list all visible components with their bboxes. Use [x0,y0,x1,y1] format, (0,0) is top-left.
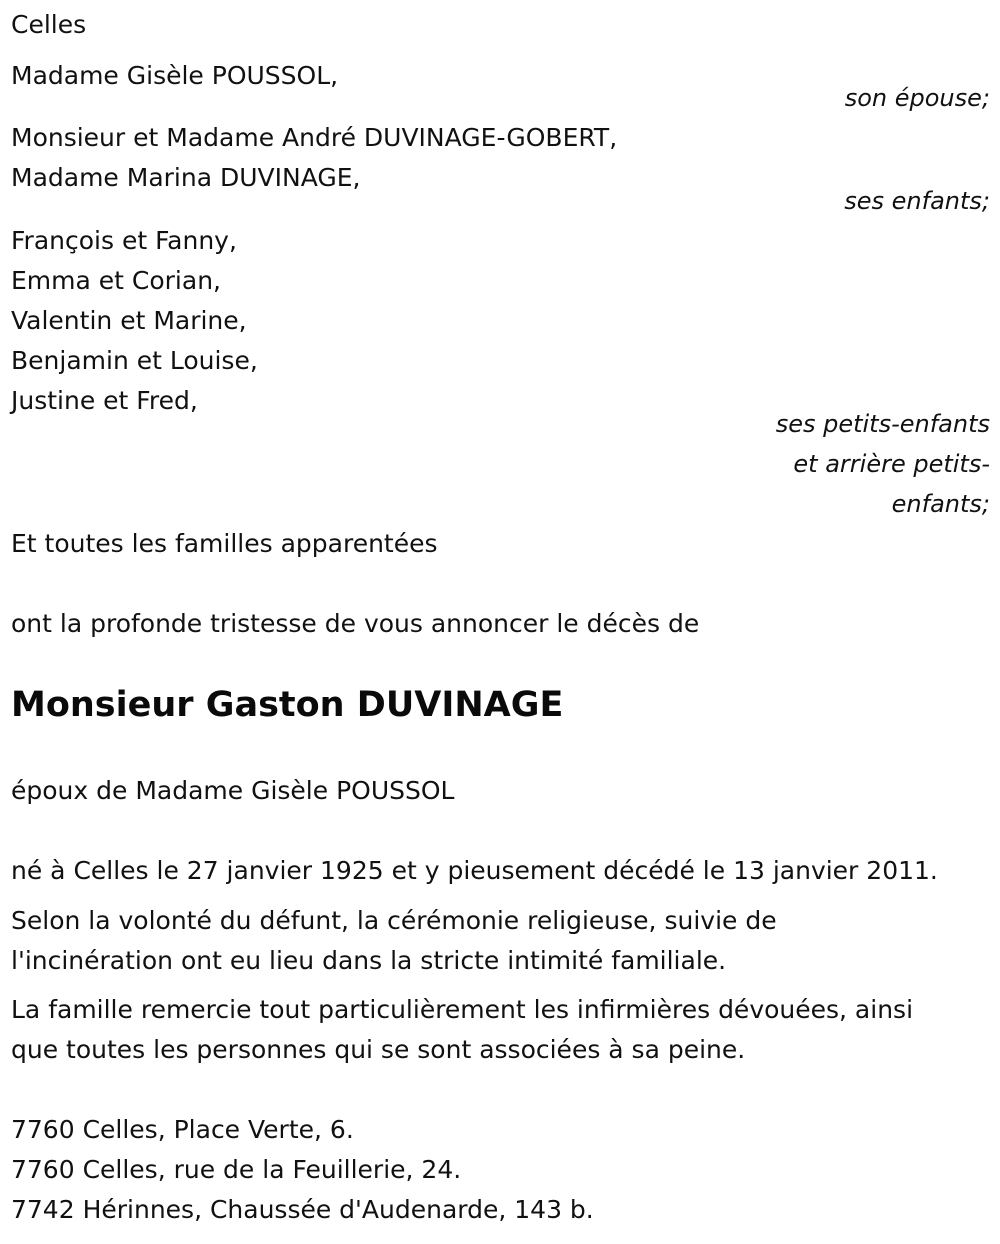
grandchild-name: Benjamin et Louise, [11,346,258,375]
grandchild-name: François et Fanny, [11,226,237,255]
spouse-relation: son épouse; [844,84,990,112]
child-name: Monsieur et Madame André DUVINAGE-GOBERT, [11,123,618,152]
address-line: 7742 Hérinnes, Chaussée d'Audenarde, 143 b. [11,1195,594,1224]
child-name: Madame Marina DUVINAGE, [11,163,361,192]
address-line: 7760 Celles, Place Verte, 6. [11,1115,354,1144]
place-header: Celles [11,10,87,39]
announcement-line: ont la profonde tristesse de vous annoncer le décès de [11,609,700,638]
thanks-line: La famille remercie tout particulièrement les infirmières dévouées, ainsi [11,995,914,1024]
families-line: Et toutes les familles apparentées [11,529,438,558]
spouse-of-line: époux de Madame Gisèle POUSSOL [11,776,455,805]
grandchild-name: Emma et Corian, [11,266,221,295]
deceased-name: Monsieur Gaston DUVINAGE [11,685,564,725]
thanks-line: que toutes les personnes qui se sont associées à sa peine. [11,1035,746,1064]
grandchildren-relation-line: et arrière petits- [793,450,990,478]
grandchild-name: Valentin et Marine, [11,306,247,335]
birth-death-line: né à Celles le 27 janvier 1925 et y pieusement décédé le 13 janvier 2011. [11,856,938,885]
grandchildren-relation-line: ses petits-enfants [775,410,990,438]
grandchildren-relation-line: enfants; [891,490,990,518]
ceremony-line: l'incinération ont eu lieu dans la stricte intimité familiale. [11,946,727,975]
grandchild-name: Justine et Fred, [11,386,198,415]
children-relation: ses enfants; [844,187,990,215]
ceremony-line: Selon la volonté du défunt, la cérémonie religieuse, suivie de [11,906,777,935]
address-line: 7760 Celles, rue de la Feuillerie, 24. [11,1155,462,1184]
spouse-name: Madame Gisèle POUSSOL, [11,61,339,90]
